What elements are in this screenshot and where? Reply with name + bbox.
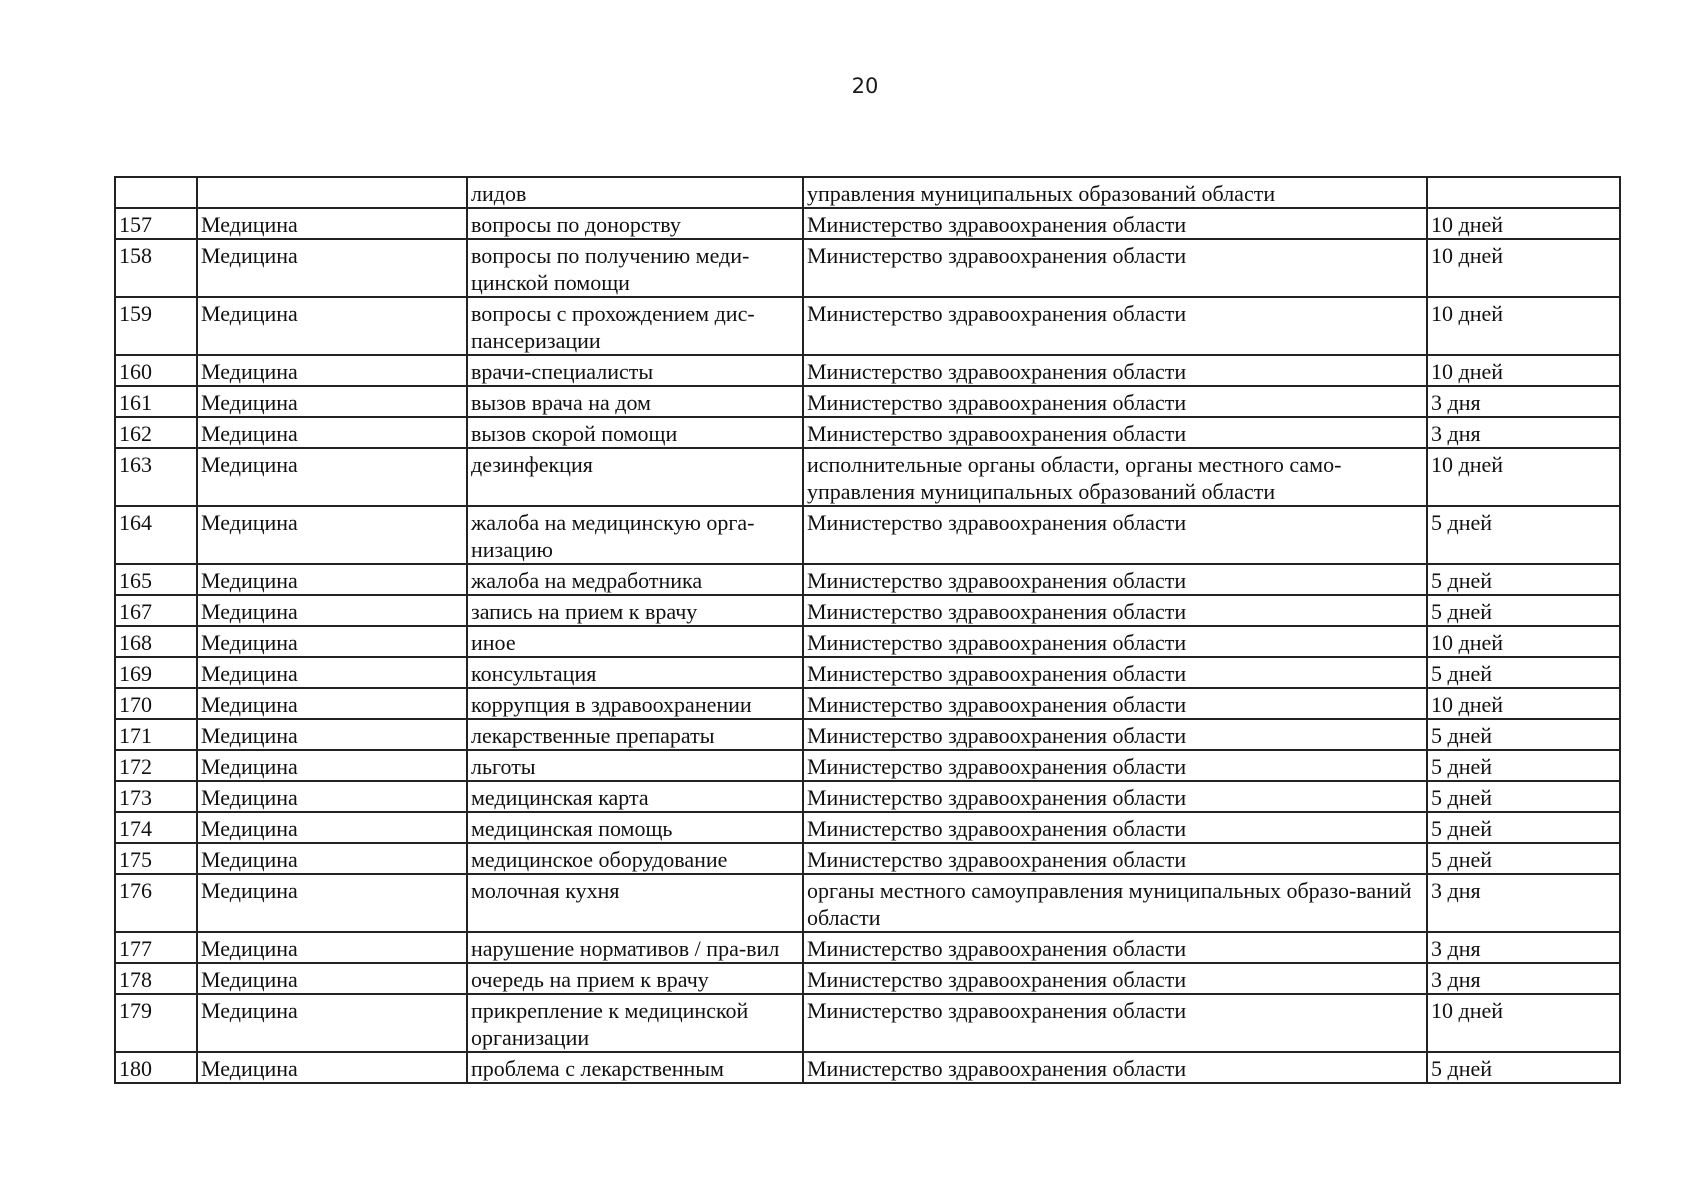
subject-area-cell: Медицина — [197, 963, 467, 994]
response-term-cell: 5 дней — [1427, 506, 1620, 564]
response-term-cell: 5 дней — [1427, 719, 1620, 750]
row-number-cell: 179 — [115, 994, 197, 1052]
row-number-cell: 159 — [115, 297, 197, 355]
row-number-cell: 158 — [115, 239, 197, 297]
subject-area-cell: Медицина — [197, 208, 467, 239]
subject-area-cell: Медицина — [197, 417, 467, 448]
subject-area-cell: Медицина — [197, 781, 467, 812]
subject-area-cell: Медицина — [197, 843, 467, 874]
responsible-body-cell: исполнительные органы области, органы местного само-управления муниципальных образований области — [803, 448, 1427, 506]
topic-cell: дезинфекция — [467, 448, 803, 506]
response-term-cell — [1427, 177, 1620, 208]
response-term-cell: 5 дней — [1427, 595, 1620, 626]
topic-cell: вопросы с прохождением дис-пансеризации — [467, 297, 803, 355]
response-term-cell: 5 дней — [1427, 843, 1620, 874]
subject-area-cell: Медицина — [197, 355, 467, 386]
table-row — [115, 750, 1620, 781]
response-term-cell: 5 дней — [1427, 657, 1620, 688]
table-row — [115, 781, 1620, 812]
row-number-cell: 160 — [115, 355, 197, 386]
table-row — [115, 239, 1620, 297]
table-row — [115, 448, 1620, 506]
responsible-body-cell: Министерство здравоохранения области — [803, 688, 1427, 719]
response-term-cell: 3 дня — [1427, 417, 1620, 448]
responsible-body-cell: Министерство здравоохранения области — [803, 564, 1427, 595]
subject-area-cell: Медицина — [197, 812, 467, 843]
row-number-cell: 164 — [115, 506, 197, 564]
row-number-cell: 176 — [115, 874, 197, 932]
topic-cell: прикрепление к медицинской организации — [467, 994, 803, 1052]
row-number-cell: 161 — [115, 386, 197, 417]
row-number-cell: 174 — [115, 812, 197, 843]
subject-area-cell: Медицина — [197, 657, 467, 688]
table-row — [115, 626, 1620, 657]
topic-cell: жалоба на медработника — [467, 564, 803, 595]
subject-area-cell: Медицина — [197, 1052, 467, 1083]
subject-area-cell: Медицина — [197, 688, 467, 719]
topic-cell: иное — [467, 626, 803, 657]
response-term-cell: 10 дней — [1427, 297, 1620, 355]
table-row — [115, 417, 1620, 448]
response-term-cell: 3 дня — [1427, 386, 1620, 417]
topic-cell: нарушение нормативов / пра-вил — [467, 932, 803, 963]
topic-cell: вызов врача на дом — [467, 386, 803, 417]
responsible-body-cell: Министерство здравоохранения области — [803, 506, 1427, 564]
topic-cell: врачи-специалисты — [467, 355, 803, 386]
responsible-body-cell: Министерство здравоохранения области — [803, 843, 1427, 874]
table-row — [115, 932, 1620, 963]
response-term-cell: 10 дней — [1427, 994, 1620, 1052]
response-term-cell: 3 дня — [1427, 932, 1620, 963]
responsible-body-cell: Министерство здравоохранения области — [803, 781, 1427, 812]
response-term-cell: 10 дней — [1427, 626, 1620, 657]
response-term-cell: 3 дня — [1427, 874, 1620, 932]
subject-area-cell: Медицина — [197, 595, 467, 626]
subject-area-cell: Медицина — [197, 719, 467, 750]
topic-cell: медицинская помощь — [467, 812, 803, 843]
row-number-cell: 167 — [115, 595, 197, 626]
table-row — [115, 595, 1620, 626]
topic-cell: медицинское оборудование — [467, 843, 803, 874]
response-term-cell: 5 дней — [1427, 812, 1620, 843]
row-number-cell: 162 — [115, 417, 197, 448]
page-number: 20 — [851, 74, 879, 98]
table-row — [115, 297, 1620, 355]
responsible-body-cell: Министерство здравоохранения области — [803, 355, 1427, 386]
responsible-body-cell: Министерство здравоохранения области — [803, 963, 1427, 994]
row-number-cell: 178 — [115, 963, 197, 994]
table-row — [115, 208, 1620, 239]
row-number-cell: 165 — [115, 564, 197, 595]
topic-cell: вопросы по донорству — [467, 208, 803, 239]
response-term-cell: 10 дней — [1427, 239, 1620, 297]
table-row — [115, 177, 1620, 208]
table-row — [115, 994, 1620, 1052]
responsible-body-cell: Министерство здравоохранения области — [803, 994, 1427, 1052]
table-row — [115, 657, 1620, 688]
response-term-cell: 5 дней — [1427, 564, 1620, 595]
table-row — [115, 812, 1620, 843]
response-term-cell: 10 дней — [1427, 208, 1620, 239]
response-term-cell: 10 дней — [1427, 688, 1620, 719]
row-number-cell: 180 — [115, 1052, 197, 1083]
topic-cell: лидов — [467, 177, 803, 208]
subject-area-cell: Медицина — [197, 239, 467, 297]
row-number-cell: 170 — [115, 688, 197, 719]
topic-cell: очередь на прием к врачу — [467, 963, 803, 994]
responsible-body-cell: Министерство здравоохранения области — [803, 657, 1427, 688]
table-row — [115, 386, 1620, 417]
responsible-body-cell: органы местного самоуправления муниципальных образо-ваний области — [803, 874, 1427, 932]
subject-area-cell: Медицина — [197, 297, 467, 355]
row-number-cell: 177 — [115, 932, 197, 963]
registry-table — [114, 176, 1621, 1084]
topic-cell: консультация — [467, 657, 803, 688]
responsible-body-cell: Министерство здравоохранения области — [803, 719, 1427, 750]
topic-cell: проблема с лекарственным — [467, 1052, 803, 1083]
topic-cell: молочная кухня — [467, 874, 803, 932]
topic-cell: лекарственные препараты — [467, 719, 803, 750]
table-row — [115, 719, 1620, 750]
row-number-cell: 172 — [115, 750, 197, 781]
response-term-cell: 5 дней — [1427, 1052, 1620, 1083]
table-row — [115, 355, 1620, 386]
subject-area-cell: Медицина — [197, 994, 467, 1052]
responsible-body-cell: Министерство здравоохранения области — [803, 626, 1427, 657]
row-number-cell: 168 — [115, 626, 197, 657]
row-number-cell — [115, 177, 197, 208]
topic-cell: льготы — [467, 750, 803, 781]
responsible-body-cell: Министерство здравоохранения области — [803, 297, 1427, 355]
responsible-body-cell: Министерство здравоохранения области — [803, 417, 1427, 448]
topic-cell: вызов скорой помощи — [467, 417, 803, 448]
subject-area-cell: Медицина — [197, 448, 467, 506]
table-row — [115, 874, 1620, 932]
row-number-cell: 173 — [115, 781, 197, 812]
subject-area-cell: Медицина — [197, 626, 467, 657]
responsible-body-cell: Министерство здравоохранения области — [803, 812, 1427, 843]
topic-cell: вопросы по получению меди-цинской помощи — [467, 239, 803, 297]
responsible-body-cell: Министерство здравоохранения области — [803, 1052, 1427, 1083]
table-row — [115, 506, 1620, 564]
subject-area-cell: Медицина — [197, 874, 467, 932]
subject-area-cell — [197, 177, 467, 208]
row-number-cell: 171 — [115, 719, 197, 750]
response-term-cell: 10 дней — [1427, 355, 1620, 386]
subject-area-cell: Медицина — [197, 506, 467, 564]
responsible-body-cell: Министерство здравоохранения области — [803, 932, 1427, 963]
table-row — [115, 963, 1620, 994]
topic-cell: коррупция в здравоохранении — [467, 688, 803, 719]
responsible-body-cell: Министерство здравоохранения области — [803, 239, 1427, 297]
subject-area-cell: Медицина — [197, 932, 467, 963]
responsible-body-cell: Министерство здравоохранения области — [803, 595, 1427, 626]
response-term-cell: 10 дней — [1427, 448, 1620, 506]
response-term-cell: 5 дней — [1427, 781, 1620, 812]
responsible-body-cell: управления муниципальных образований области — [803, 177, 1427, 208]
table-row — [115, 1052, 1620, 1083]
table-row — [115, 688, 1620, 719]
registry-table-body — [115, 177, 1620, 1083]
subject-area-cell: Медицина — [197, 564, 467, 595]
responsible-body-cell: Министерство здравоохранения области — [803, 750, 1427, 781]
row-number-cell: 175 — [115, 843, 197, 874]
topic-cell: жалоба на медицинскую орга-низацию — [467, 506, 803, 564]
row-number-cell: 157 — [115, 208, 197, 239]
table-row — [115, 564, 1620, 595]
subject-area-cell: Медицина — [197, 386, 467, 417]
table-row — [115, 843, 1620, 874]
subject-area-cell: Медицина — [197, 750, 467, 781]
responsible-body-cell: Министерство здравоохранения области — [803, 208, 1427, 239]
topic-cell: медицинская карта — [467, 781, 803, 812]
topic-cell: запись на прием к врачу — [467, 595, 803, 626]
response-term-cell: 5 дней — [1427, 750, 1620, 781]
row-number-cell: 163 — [115, 448, 197, 506]
responsible-body-cell: Министерство здравоохранения области — [803, 386, 1427, 417]
row-number-cell: 169 — [115, 657, 197, 688]
response-term-cell: 3 дня — [1427, 963, 1620, 994]
